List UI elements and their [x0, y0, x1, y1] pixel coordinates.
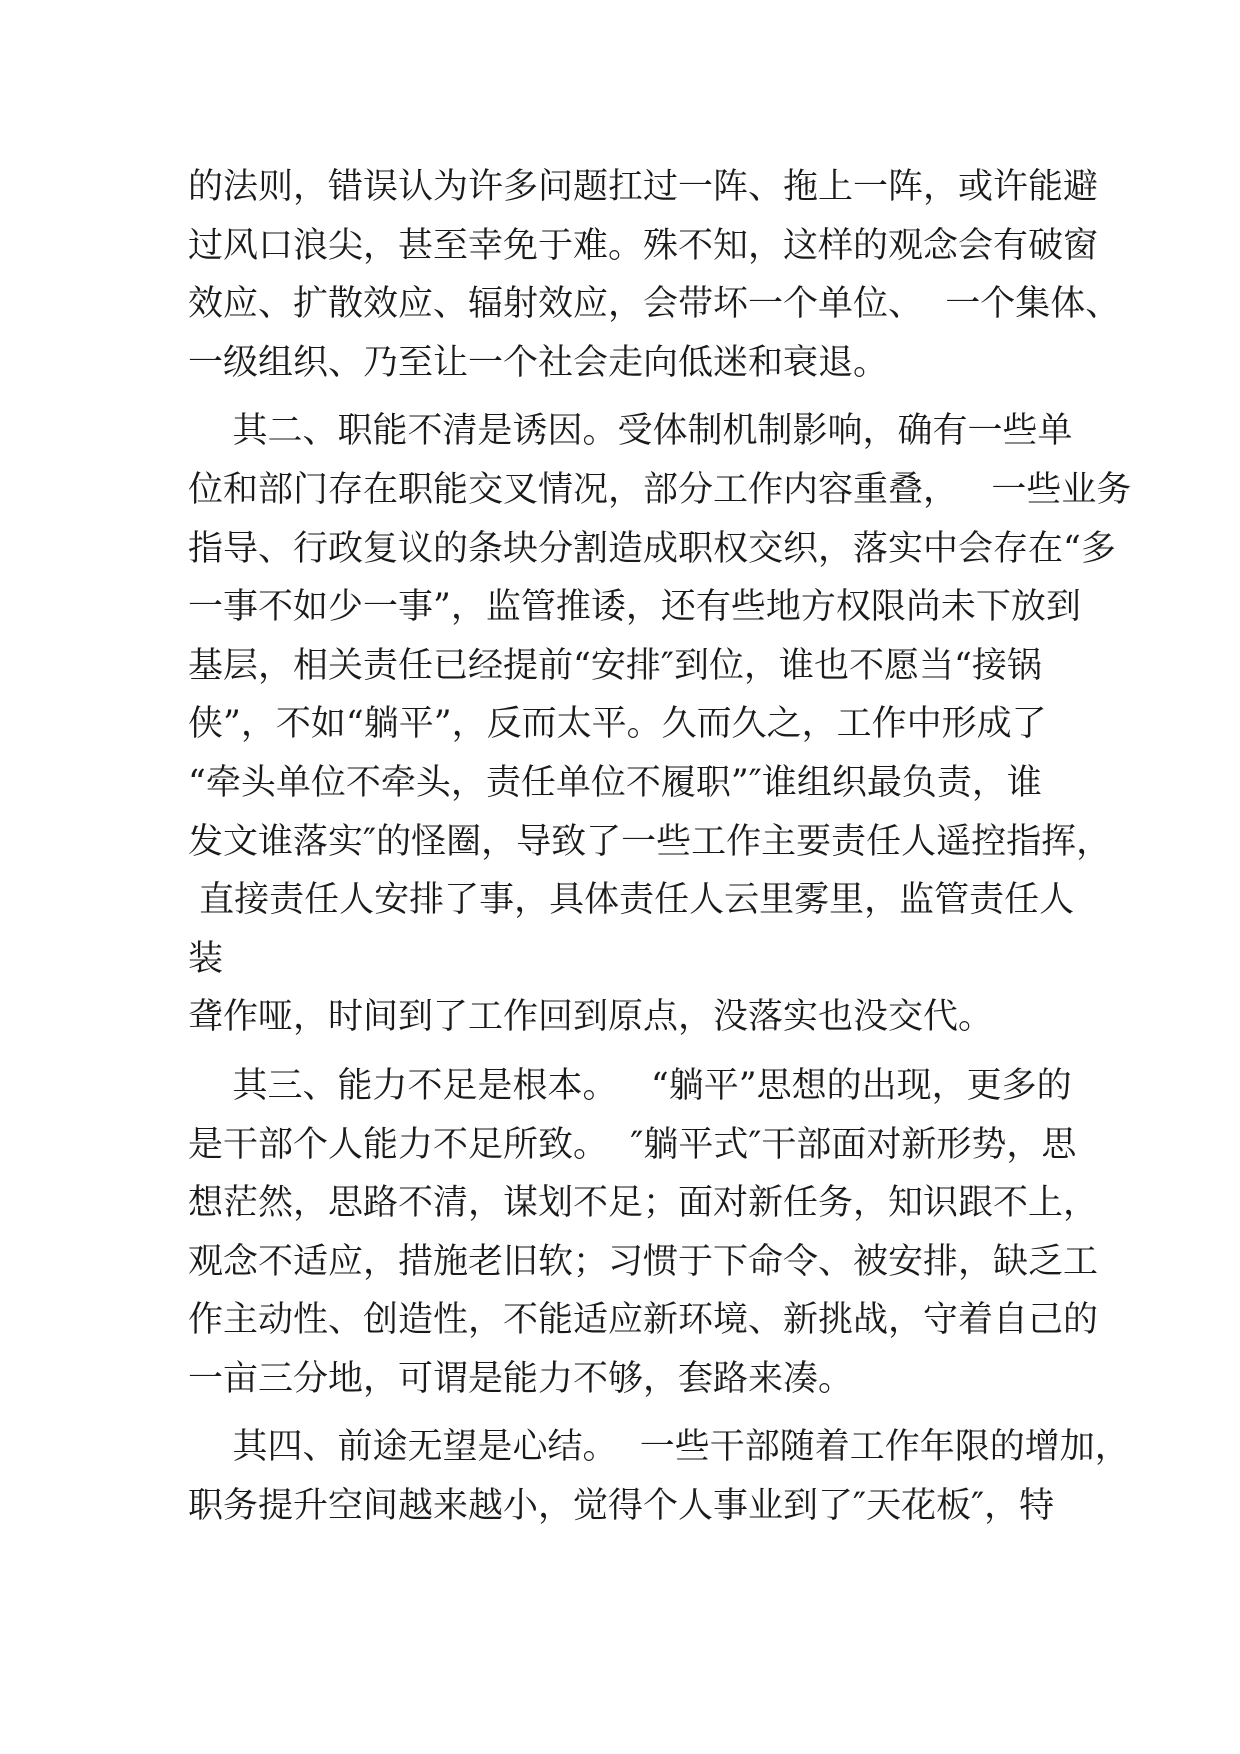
text-line: 其四、前途无望是心结。 一些干部随着工作年限的增加，: [188, 1427, 1130, 1468]
paragraph-spacer: [188, 392, 1088, 402]
text-line: 发文谁落实″的怪圈，导致了一些工作主要责任人遥控指挥，: [188, 821, 1112, 862]
text-line: 直接责任人安排了事，具体责任人云里雾里，监管责任人: [188, 880, 1075, 921]
text-line: 职务提升空间越来越小，觉得个人事业到了″天花板″，特: [188, 1486, 1055, 1527]
document-body: [188, 158, 1132, 1536]
text-line: 是干部个人能力不足所致。 ″躺平式″干部面对新形势，思: [188, 1124, 1077, 1165]
text-line: 一事不如少一事”，监管推诿，还有些地方权限尚未下放到: [188, 587, 1081, 628]
text-line: 效应、扩散效应、辐射效应，会带坏一个单位、 一个集体、: [188, 284, 1121, 325]
text-line: 想茫然，思路不清，谋划不足；面对新任务，知识跟不上，: [188, 1183, 1099, 1224]
paragraph-spacer: [188, 1408, 1088, 1418]
paragraph-3: [188, 1057, 1099, 1409]
text-line: 一级组织、乃至让一个社会走向低迷和衰退。: [188, 342, 889, 383]
text-line: 观念不适应，措施老旧软；习惯于下命令、被安排，缺乏工: [188, 1241, 1099, 1282]
paragraph-4: [188, 1418, 1130, 1535]
text-line: 基层，相关责任已经提前“安排″到位，谁也不愿当“接锅: [188, 645, 1042, 686]
text-line: 聋作哑，时间到了工作回到原点，没落实也没交代。: [188, 997, 994, 1038]
text-line: 的法则，错误认为许多问题扛过一阵、拖上一阵，或许能避: [188, 167, 1099, 207]
paragraph-2: [188, 402, 1132, 1047]
text-line: 装: [188, 938, 224, 979]
text-line: 侠”，不如“躺平”，反而太平。久而久之，工作中形成了: [188, 704, 1047, 745]
text-line: 位和部门存在职能交叉情况，部分工作内容重叠， 一些业务: [188, 469, 1132, 510]
text-line: “牵头单位不牵头，责任单位不履职”″谁组织最负责，谁: [188, 762, 1042, 803]
text-line: 过风口浪尖，甚至幸免于难。殊不知，这样的观念会有破窗: [188, 225, 1099, 266]
text-line: 指导、行政复议的条块分割造成职权交织，落实中会存在“多: [188, 528, 1116, 569]
paragraph-spacer: [188, 1047, 1088, 1057]
text-line: 作主动性、创造性，不能适应新环境、新挑战，守着自己的: [188, 1300, 1099, 1341]
text-line: 一亩三分地，可谓是能力不够，套路来凑。: [188, 1358, 854, 1399]
paragraph-1: [188, 158, 1121, 392]
text-line: 其二、职能不清是诱因。受体制机制影响，确有一些单: [188, 411, 1073, 452]
text-line: 其三、能力不足是根本。 “躺平”思想的出现，更多的: [188, 1065, 1072, 1106]
